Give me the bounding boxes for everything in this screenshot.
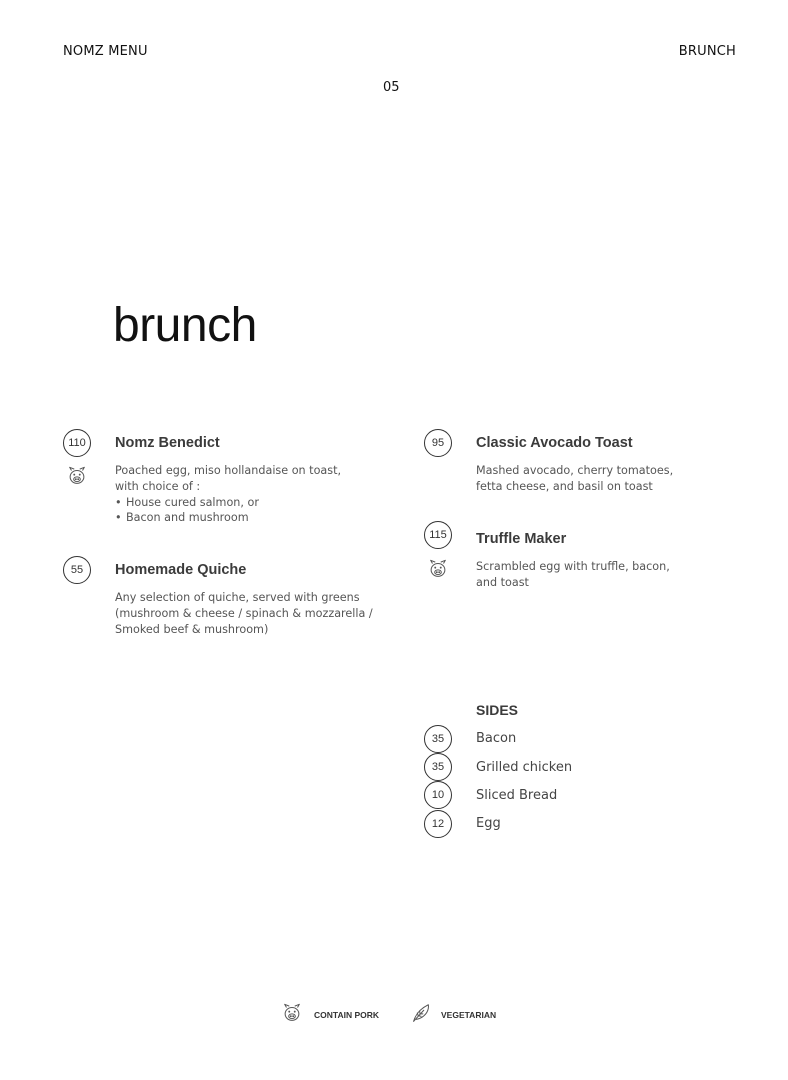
leaf-icon bbox=[410, 1002, 432, 1024]
item-description: Scrambled egg with truffle, bacon, and toast bbox=[476, 560, 670, 589]
side-item-name: Bacon bbox=[476, 731, 517, 746]
pig-icon bbox=[427, 558, 449, 580]
sides-heading: SIDES bbox=[476, 702, 519, 718]
page-title: brunch bbox=[113, 299, 257, 352]
legend-veg-label: VEGETARIAN bbox=[441, 1010, 497, 1020]
side-price-badge: 35 bbox=[424, 753, 452, 781]
item-name: Homemade Quiche bbox=[115, 562, 247, 578]
menu-brand: NOMZ MENU bbox=[63, 44, 148, 59]
item-name: Classic Avocado Toast bbox=[476, 435, 633, 451]
side-item-name: Egg bbox=[476, 816, 501, 831]
price-badge: 110 bbox=[63, 429, 91, 457]
pig-icon bbox=[66, 465, 88, 487]
pig-icon bbox=[281, 1002, 303, 1024]
item-description: Poached egg, miso hollandaise on toast, with choice of : • House cured salmon, or • Bacon and mushroom bbox=[115, 463, 341, 526]
list-item: • Bacon and mushroom bbox=[115, 510, 341, 526]
legend-pork-label: CONTAIN PORK bbox=[314, 1010, 380, 1020]
price-badge: 95 bbox=[424, 429, 452, 457]
item-description: Mashed avocado, cherry tomatoes, fetta cheese, and basil on toast bbox=[476, 464, 674, 493]
side-price-badge: 12 bbox=[424, 810, 452, 838]
side-price-badge: 35 bbox=[424, 725, 452, 753]
section-label: BRUNCH bbox=[678, 44, 736, 59]
price-badge: 115 bbox=[424, 521, 452, 549]
page-number: 05 bbox=[383, 80, 400, 95]
side-item-name: Grilled chicken bbox=[476, 760, 573, 775]
price-badge: 55 bbox=[63, 556, 91, 584]
side-item-name: Sliced Bread bbox=[476, 788, 558, 803]
item-name: Nomz Benedict bbox=[115, 435, 220, 451]
item-description: Any selection of quiche, served with greens (mushroom & cheese / spinach & mozzarella / Smoked beef & mushroom) bbox=[115, 591, 373, 636]
list-item: • House cured salmon, or bbox=[115, 495, 341, 511]
item-name: Truffle Maker bbox=[476, 531, 567, 547]
side-price-badge: 10 bbox=[424, 781, 452, 809]
